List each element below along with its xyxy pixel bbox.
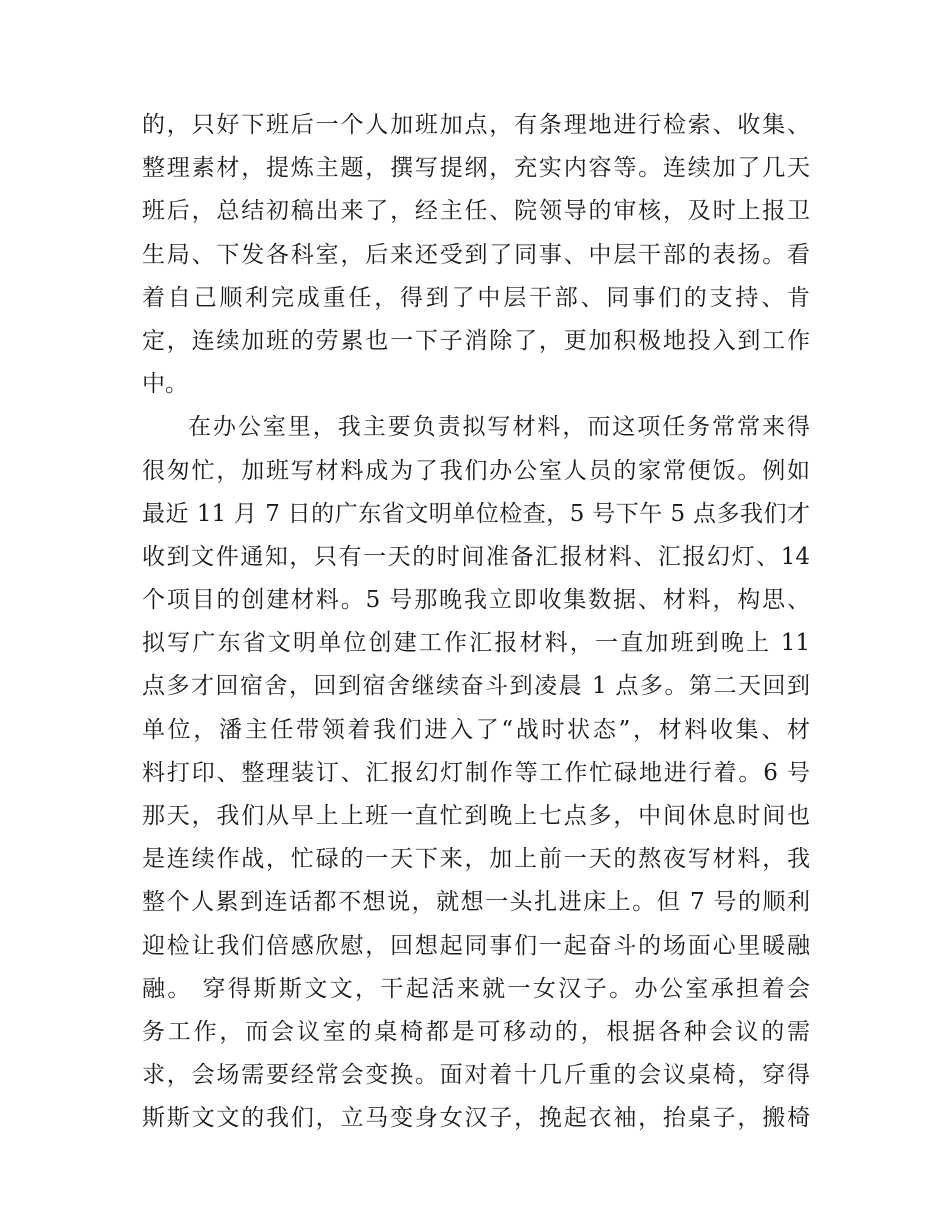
text-line: 斯斯文文的我们，立马变身女汉子，挽起衣袖，抬桌子，搬椅	[142, 1105, 810, 1132]
text-line: 是连续作战，忙碌的一天下来，加上前一天的熬夜写材料，我	[142, 846, 810, 873]
text-line: 很匆忙，加班写材料成为了我们办公室人员的家常便饭。例如	[142, 457, 810, 484]
text-line: 融。 穿得斯斯文文，干起活来就一女汉子。办公室承担着会	[142, 975, 810, 1002]
text-line: 求，会场需要经常会变换。面对着十几斤重的会议桌椅，穿得	[142, 1062, 810, 1089]
text-line: 迎检让我们倍感欣慰，回想起同事们一起奋斗的场面心里暖融	[142, 932, 810, 959]
text-line: 最近 11 月 7 日的广东省文明单位检查，5 号下午 5 点多我们才	[142, 500, 810, 527]
text-line: 中。	[142, 371, 188, 398]
text-line: 点多才回宿舍，回到宿舍继续奋斗到凌晨 1 点多。第二天回到	[142, 673, 810, 700]
text-line: 收到文件通知，只有一天的时间准备汇报材料、汇报幻灯、14	[142, 543, 810, 570]
text-line: 拟写广东省文明单位创建工作汇报材料，一直加班到晚上 11	[142, 630, 810, 657]
text-line: 个项目的创建材料。5 号那晚我立即收集数据、材料，构思、	[142, 587, 810, 614]
body-text	[142, 104, 810, 1141]
text-line: 单位，潘主任带领着我们进入了“战时状态”，材料收集、材	[142, 716, 810, 743]
text-line: 着自己顺利完成重任，得到了中层干部、同事们的支持、肯	[142, 284, 810, 311]
text-line: 整个人累到连话都不想说，就想一头扎进床上。但 7 号的顺利	[142, 889, 810, 916]
text-line: 的，只好下班后一个人加班加点，有条理地进行检索、收集、	[142, 112, 810, 138]
text-line: 定，连续加班的劳累也一下子消除了，更加积极地投入到工作	[142, 327, 810, 354]
paragraph-first-line: 在办公室里，我主要负责拟写材料，而这项任务常常来得	[188, 414, 810, 441]
text-line: 务工作，而会议室的桌椅都是可移动的，根据各种会议的需	[142, 1018, 810, 1045]
text-line: 料打印、整理装订、汇报幻灯制作等工作忙碌地进行着。6 号	[142, 759, 810, 786]
text-line: 生局、下发各科室，后来还受到了同事、中层干部的表扬。看	[142, 241, 810, 268]
text-line: 那天，我们从早上上班一直忙到晚上七点多，中间休息时间也	[142, 803, 810, 829]
text-line: 班后，总结初稿出来了，经主任、院领导的审核，及时上报卫	[142, 198, 810, 225]
text-line: 整理素材，提炼主题，撰写提纲，充实内容等。连续加了几天	[142, 155, 810, 182]
